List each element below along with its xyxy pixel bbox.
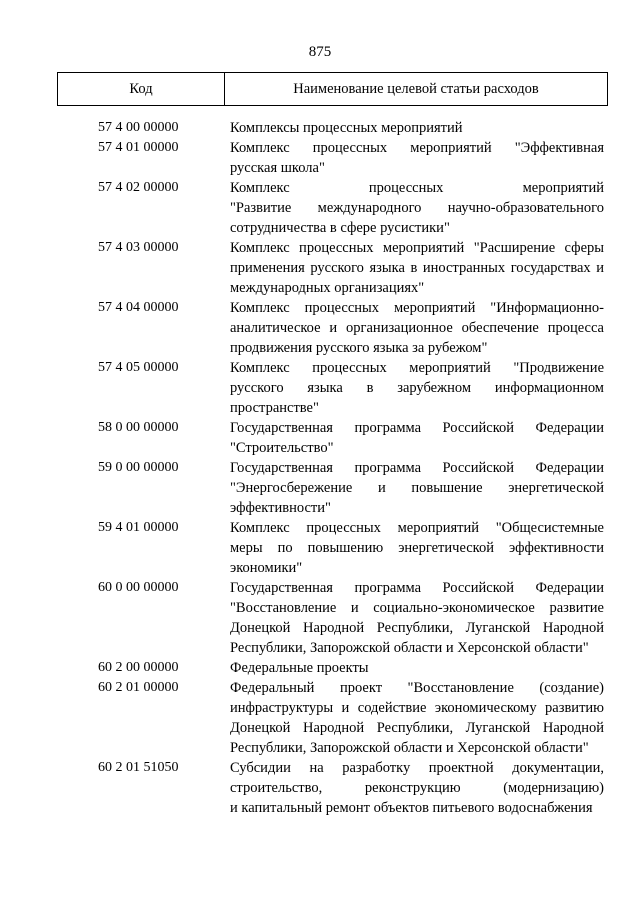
description-line: эффективности" bbox=[230, 500, 331, 516]
row-code: 60 2 01 51050 bbox=[98, 760, 179, 775]
row-description bbox=[230, 358, 604, 418]
row-code: 60 2 01 00000 bbox=[98, 680, 179, 695]
description-line: Государственная программа Российской Федерации bbox=[230, 460, 604, 476]
table-row bbox=[0, 358, 640, 418]
header-name-column: Наименование целевой статьи расходов bbox=[293, 80, 539, 97]
row-code: 57 4 05 00000 bbox=[98, 360, 179, 375]
description-line: продвижения русского языка за рубежом" bbox=[230, 340, 488, 356]
description-line: сотрудничества в сфере русистики" bbox=[230, 220, 450, 236]
row-description bbox=[230, 298, 604, 358]
description-line: "Энергосбережение и повышение энергетической bbox=[230, 480, 604, 496]
description-line: Республики, Запорожской области и Херсонской области" bbox=[230, 740, 589, 756]
description-line: Комплекс процессных мероприятий bbox=[230, 180, 604, 196]
row-description bbox=[230, 678, 604, 758]
row-code: 59 4 01 00000 bbox=[98, 520, 179, 535]
table-row bbox=[0, 758, 640, 818]
description-line: русского языка в зарубежном информационном bbox=[230, 380, 604, 396]
page-number: 875 bbox=[308, 44, 332, 60]
description-line: русская школа" bbox=[230, 160, 325, 176]
row-description bbox=[230, 178, 604, 238]
row-code: 57 4 02 00000 bbox=[98, 180, 179, 195]
description-line: Субсидии на разработку проектной документации, bbox=[230, 760, 604, 776]
row-description bbox=[230, 418, 604, 458]
description-line: применения русского языка в иностранных государствах и bbox=[230, 260, 604, 276]
row-code: 57 4 04 00000 bbox=[98, 300, 179, 315]
row-code: 57 4 03 00000 bbox=[98, 240, 179, 255]
description-line: Комплекс процессных мероприятий "Продвижение bbox=[230, 360, 604, 376]
description-line: Государственная программа Российской Федерации bbox=[230, 420, 604, 436]
table-body bbox=[0, 118, 640, 818]
table-row bbox=[0, 238, 640, 298]
table-row bbox=[0, 418, 640, 458]
row-description bbox=[230, 238, 604, 298]
table-row bbox=[0, 518, 640, 578]
row-code: 60 2 00 00000 bbox=[98, 660, 179, 675]
table-row bbox=[0, 578, 640, 658]
row-code: 57 4 00 00000 bbox=[98, 120, 179, 135]
description-line: меры по повышению энергетической эффективности bbox=[230, 540, 604, 556]
table-row bbox=[0, 178, 640, 238]
description-line: Комплекс процессных мероприятий "Эффективная bbox=[230, 140, 604, 156]
row-description bbox=[230, 758, 604, 818]
row-code: 58 0 00 00000 bbox=[98, 420, 179, 435]
table-row bbox=[0, 678, 640, 758]
row-description bbox=[230, 518, 604, 578]
description-line: "Развитие международного научно-образовательного bbox=[230, 200, 604, 216]
description-line: Федеральные проекты bbox=[230, 660, 369, 676]
description-line: Комплекс процессных мероприятий "Информационно- bbox=[230, 300, 604, 316]
description-line: Федеральный проект "Восстановление (создание) bbox=[230, 680, 604, 696]
row-code: 60 0 00 00000 bbox=[98, 580, 179, 595]
description-line: экономики" bbox=[230, 560, 303, 576]
table-row bbox=[0, 298, 640, 358]
description-line: Донецкой Народной Республики, Луганской Народной bbox=[230, 720, 604, 736]
description-line: Комплекс процессных мероприятий "Общесистемные bbox=[230, 520, 604, 536]
table-row bbox=[0, 138, 640, 178]
row-description bbox=[230, 578, 604, 658]
table-row bbox=[0, 118, 640, 138]
header-code-column: Код bbox=[58, 73, 225, 105]
row-description bbox=[230, 658, 604, 678]
description-line: и капитальный ремонт объектов питьевого водоснабжения bbox=[230, 800, 593, 816]
description-line: "Восстановление и социально-экономическое развитие bbox=[230, 600, 604, 616]
row-code: 57 4 01 00000 bbox=[98, 140, 179, 155]
description-line: Донецкой Народной Республики, Луганской Народной bbox=[230, 620, 604, 636]
table-header bbox=[57, 72, 608, 106]
description-line: Комплексы процессных мероприятий bbox=[230, 120, 463, 136]
description-line: Государственная программа Российской Федерации bbox=[230, 580, 604, 596]
row-description bbox=[230, 458, 604, 518]
description-line: строительство, реконструкцию (модернизацию) bbox=[230, 780, 604, 796]
description-line: Комплекс процессных мероприятий "Расширение сферы bbox=[230, 240, 604, 256]
description-line: аналитическое и организационное обеспечение процесса bbox=[230, 320, 604, 336]
row-code: 59 0 00 00000 bbox=[98, 460, 179, 475]
row-description bbox=[230, 118, 604, 138]
description-line: Республики, Запорожской области и Херсонской области" bbox=[230, 640, 589, 656]
description-line: "Строительство" bbox=[230, 440, 334, 456]
description-line: пространстве" bbox=[230, 400, 319, 416]
table-row bbox=[0, 458, 640, 518]
description-line: инфраструктуры и содействие экономическому развитию bbox=[230, 700, 604, 716]
table-row bbox=[0, 658, 640, 678]
description-line: международных организациях" bbox=[230, 280, 425, 296]
row-description bbox=[230, 138, 604, 178]
